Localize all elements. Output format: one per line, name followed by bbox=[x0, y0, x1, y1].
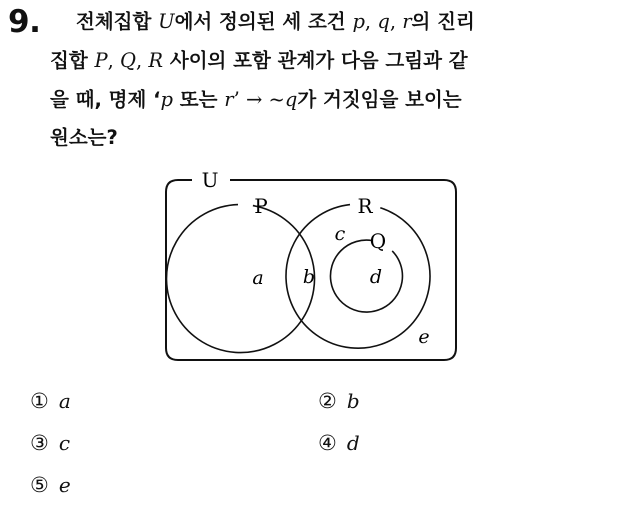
choice-3[interactable] bbox=[30, 431, 70, 455]
set-Q-label: Q bbox=[369, 229, 387, 253]
q1-text-3: 의 진리 bbox=[411, 10, 475, 33]
choice-1[interactable] bbox=[30, 389, 71, 413]
choice-4-number: ④ bbox=[318, 431, 337, 455]
region-d-label: d bbox=[369, 266, 383, 288]
choice-2-value: b bbox=[346, 389, 360, 413]
region-b-label: b bbox=[302, 266, 316, 288]
q1-comma-1: , bbox=[364, 10, 378, 33]
choice-5-value: e bbox=[58, 473, 71, 497]
set-P-label: P bbox=[254, 194, 268, 218]
question-line-1 bbox=[76, 6, 475, 37]
set-P-circle bbox=[167, 205, 315, 353]
q3-text-4: 가 거짓임을 보이는 bbox=[297, 88, 462, 111]
q2-comma-2: , bbox=[136, 49, 149, 72]
universe-label: U bbox=[201, 168, 219, 192]
choice-5-number: ⑤ bbox=[30, 473, 49, 497]
choice-2-number: ② bbox=[318, 389, 337, 413]
question-line-3 bbox=[50, 84, 462, 115]
q1-var-U: U bbox=[158, 10, 175, 33]
choice-4-value: d bbox=[346, 431, 360, 455]
q2-text-1: 집합 bbox=[50, 49, 95, 72]
q1-var-p: p bbox=[352, 10, 365, 33]
set-R-label: R bbox=[357, 194, 373, 218]
q1-text-1: 전체집합 bbox=[76, 10, 159, 33]
question-line-4: 원소는? bbox=[50, 126, 118, 149]
region-a-label: a bbox=[252, 267, 264, 289]
choice-3-number: ③ bbox=[30, 431, 49, 455]
venn-diagram bbox=[160, 168, 460, 368]
q3-text-2: 또는 bbox=[173, 88, 225, 111]
q2-var-Q: Q bbox=[120, 49, 136, 72]
set-Q-circle bbox=[330, 240, 402, 312]
q3-text-1: 을 때, 명제 ‘ bbox=[50, 88, 161, 111]
region-c-label: c bbox=[334, 223, 346, 245]
q3-var-p: p bbox=[160, 88, 174, 111]
q2-var-R: R bbox=[148, 49, 164, 72]
q1-text-2: 에서 정의된 세 조건 bbox=[174, 10, 353, 33]
choice-2[interactable] bbox=[318, 389, 360, 413]
choice-1-number: ① bbox=[30, 389, 49, 413]
q2-text-2: 사이의 포함 관계가 다음 그림과 같 bbox=[163, 49, 468, 72]
q2-var-P: P bbox=[94, 49, 108, 72]
question-number: 9. bbox=[8, 4, 41, 40]
q3-var-q: q bbox=[284, 88, 298, 111]
q1-var-r: r bbox=[402, 10, 412, 33]
question-line-2 bbox=[50, 45, 468, 76]
choice-3-value: c bbox=[58, 431, 71, 455]
region-e-label: e bbox=[418, 326, 430, 348]
q1-comma-2: , bbox=[389, 10, 403, 33]
q2-comma-1: , bbox=[107, 49, 120, 72]
q1-var-q: q bbox=[377, 10, 390, 33]
choice-4[interactable] bbox=[318, 431, 360, 455]
q3-var-r: r bbox=[224, 88, 234, 111]
choice-1-value: a bbox=[58, 389, 71, 413]
q3-text-3: ’ → ~ bbox=[233, 88, 285, 111]
choice-5[interactable] bbox=[30, 473, 71, 497]
